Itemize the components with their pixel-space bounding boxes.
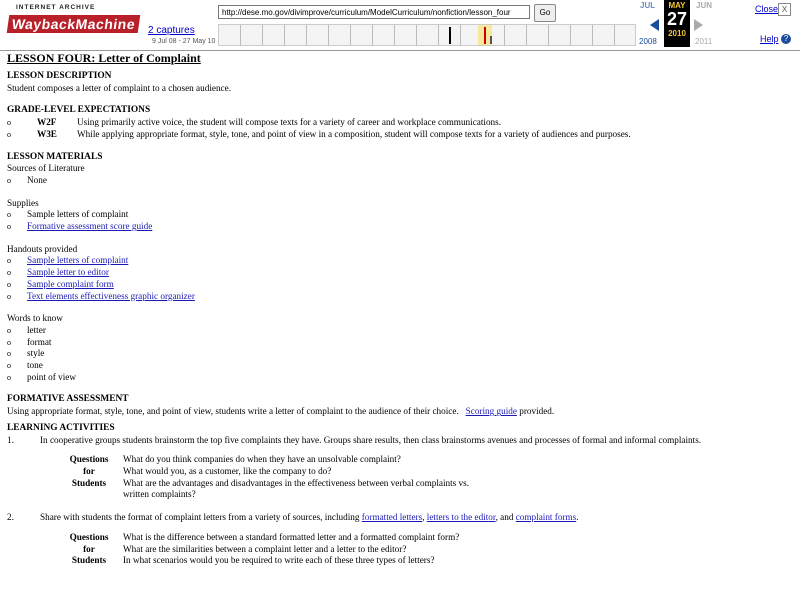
activity-item: [7, 435, 797, 447]
list-item: o letter: [7, 325, 797, 337]
sources-list: [7, 175, 797, 187]
formative-body: Using appropriate format, style, tone, and point of view, students write a letter of complaint to the audience of their choice.: [7, 406, 459, 417]
current-capture-date: [664, 0, 690, 47]
capture-tick[interactable]: [490, 36, 492, 44]
next-month-label: JUN: [696, 1, 713, 10]
list-item: [7, 267, 797, 279]
prev-capture-arrow-icon[interactable]: [650, 19, 659, 31]
questions-label: for: [83, 465, 95, 476]
gle-text: Using primarily active voice, the student will compose texts for a variety of career and workplace communications.: [77, 117, 502, 128]
question-text: written complaints?: [123, 489, 196, 500]
current-capture-tick[interactable]: [484, 27, 486, 44]
question-text: What are the similarities between a complaint letter and a letter to the editor?: [123, 543, 407, 554]
prev-month-label[interactable]: JUL: [640, 1, 656, 10]
questions-table: [55, 454, 469, 501]
logo-top-text: INTERNET ARCHIVE: [16, 4, 96, 11]
handouts-list: [7, 255, 797, 302]
words-list: [7, 325, 797, 384]
list-item: o style: [7, 348, 797, 360]
current-month: MAY: [668, 1, 686, 10]
page-title: LESSON FOUR: Letter of Complaint: [7, 51, 201, 65]
gle-item: [7, 129, 797, 141]
activity-text: Share with students the format of complaint letters from a variety of sources, including: [40, 512, 360, 523]
question-text: What would you, as a customer, like the company to do?: [123, 465, 332, 476]
prev-year-label[interactable]: 2008: [639, 37, 657, 46]
handouts-label: Handouts provided: [7, 243, 78, 254]
question-text: What do you think companies do when they have an unsolvable complaint?: [123, 454, 401, 465]
activities-list: [7, 435, 797, 447]
formative-text: [7, 406, 797, 418]
gle-list: [7, 117, 797, 140]
formatted-letters-link[interactable]: formatted letters: [361, 512, 423, 523]
separator: , and: [495, 512, 514, 523]
capture-tick[interactable]: [449, 27, 451, 44]
help-icon[interactable]: ?: [781, 34, 791, 44]
question-text: What are the advantages and disadvantages in the effectiveness between verbal complaints vs.: [123, 477, 470, 488]
gle-code: W2F: [37, 117, 57, 128]
scoring-guide-link[interactable]: Scoring guide: [465, 406, 517, 417]
questions-table: [55, 532, 459, 567]
supplies-list: [7, 209, 797, 232]
questions-label: Questions: [69, 531, 109, 542]
activity-number: 1.: [7, 434, 14, 445]
formative-tail: provided.: [519, 406, 555, 417]
url-input[interactable]: http://dese.mo.gov/divimprove/curriculum/ModelCurriculum/nonfiction/lesson_four: [218, 5, 530, 19]
handout-link[interactable]: Sample complaint form: [27, 278, 114, 289]
gle-code: W3E: [37, 128, 57, 139]
questions-label: Students: [71, 477, 107, 488]
next-year-label: 2011: [695, 37, 713, 46]
close-icon[interactable]: X: [778, 3, 791, 16]
handout-link[interactable]: Sample letter to editor: [27, 267, 109, 278]
score-guide-link[interactable]: Formative assessment score guide: [27, 221, 153, 232]
materials-heading: LESSON MATERIALS: [7, 151, 103, 162]
formative-heading: FORMATIVE ASSESSMENT: [7, 394, 129, 405]
next-capture-arrow-icon: [694, 19, 703, 31]
capture-range: 9 Jul 08 - 27 May 10: [152, 38, 216, 45]
list-item: o point of view: [7, 372, 797, 384]
help-link[interactable]: Help: [760, 34, 779, 44]
lesson-page: [7, 51, 797, 567]
sentence-end: .: [576, 512, 579, 523]
current-day: 27: [666, 9, 688, 29]
complaint-forms-link[interactable]: complaint forms: [515, 512, 577, 523]
captures-link[interactable]: 2 captures: [148, 25, 195, 36]
separator: ,: [422, 512, 425, 523]
description-text: Student composes a letter of complaint to a chosen audience.: [7, 82, 232, 93]
handout-link[interactable]: Sample letters of complaint: [27, 255, 129, 266]
activity-text: In cooperative groups students brainstorm the top five complaints they have. Groups share results, then class brainstorms avenues and processes of formal and informal complaints.: [40, 434, 702, 445]
list-item: [7, 221, 797, 233]
activity-number: 2.: [7, 512, 14, 523]
question-text: In what scenarios would you be required to write each of these three types of letters?: [123, 555, 435, 566]
list-item: [7, 279, 797, 291]
gle-text: While applying appropriate format, style, tone, and point of view in a composition, student will compose texts for a variety of audiences and purposes.: [77, 128, 631, 139]
logo-main-text: WaybackMachine: [7, 15, 141, 33]
activities-heading: LEARNING ACTIVITIES: [7, 422, 115, 433]
go-button[interactable]: Go: [534, 4, 556, 22]
wayback-toolbar: [0, 0, 800, 51]
words-label: Words to know: [7, 313, 63, 324]
current-year: 2010: [668, 29, 686, 38]
list-item: o tone: [7, 360, 797, 372]
questions-label: Students: [71, 555, 107, 566]
activity-item: [7, 512, 797, 524]
list-item: o None: [7, 175, 797, 187]
supplies-label: Supplies: [7, 197, 39, 208]
description-heading: LESSON DESCRIPTION: [7, 71, 112, 81]
activities-list: [7, 512, 797, 524]
questions-label: for: [83, 543, 95, 554]
wayback-logo[interactable]: [4, 4, 137, 44]
gle-item: [7, 117, 797, 129]
list-item: [7, 291, 797, 303]
sources-label: Sources of Literature: [7, 163, 85, 174]
gle-heading: GRADE-LEVEL EXPECTATIONS: [7, 105, 151, 116]
list-item: o Sample letters of complaint: [7, 209, 797, 221]
handout-link[interactable]: Text elements effectiveness graphic organizer: [27, 290, 195, 301]
list-item: o format: [7, 337, 797, 349]
questions-label: Questions: [69, 454, 109, 465]
question-text: What is the difference between a standard formatted letter and a formatted complaint form?: [123, 531, 460, 542]
capture-sparkline[interactable]: [218, 24, 636, 46]
close-link[interactable]: Close: [755, 4, 779, 14]
letters-to-editor-link[interactable]: letters to the editor: [426, 512, 496, 523]
list-item: [7, 255, 797, 267]
